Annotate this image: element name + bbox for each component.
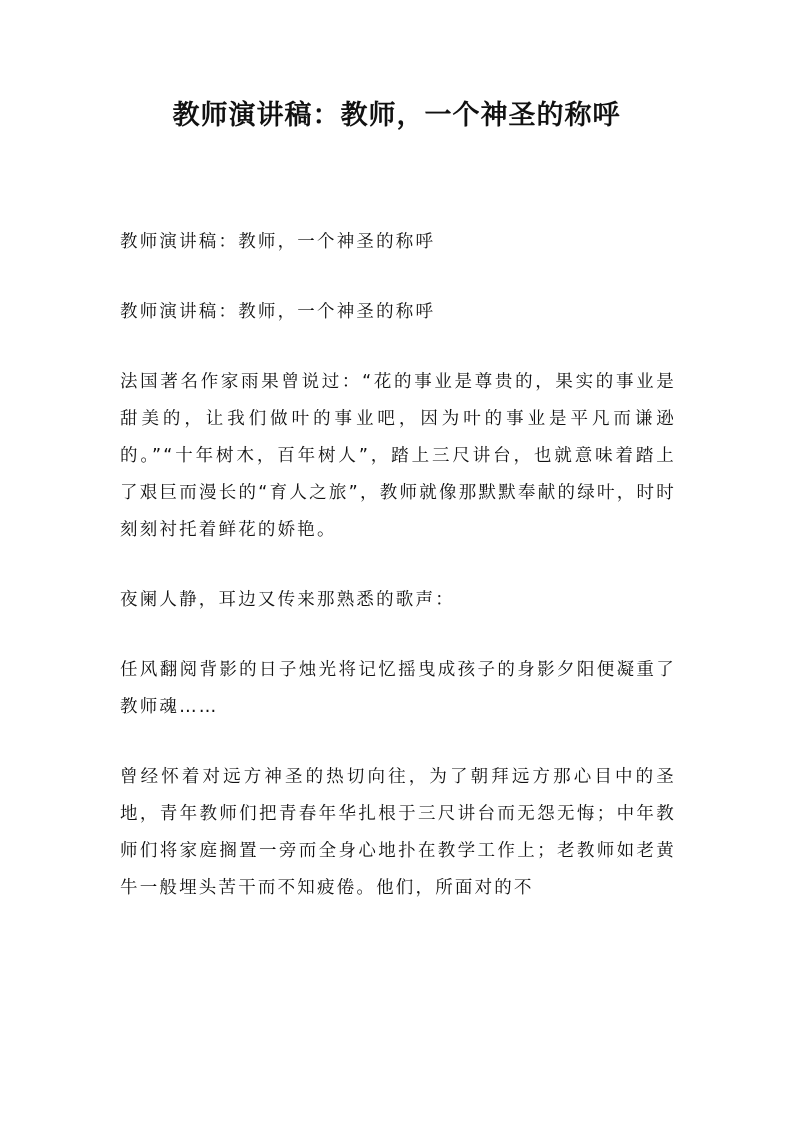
- paragraph-lyrics: 任风翻阅背影的日子烛光将记忆摇曳成孩子的身影夕阳便凝重了教师魂……: [120, 660, 676, 717]
- document-body: [120, 224, 676, 940]
- document-title: 教师演讲稿：教师，一个神圣的称呼: [172, 100, 621, 131]
- paragraph-subtitle-2: 教师演讲稿：教师，一个神圣的称呼: [120, 302, 436, 322]
- paragraph-subtitle-1: 教师演讲稿：教师，一个神圣的称呼: [120, 232, 436, 252]
- paragraph-teachers-devotion: 曾经怀着对远方神圣的热切向往，为了朝拜远方那心目中的圣地，青年教师们把青春年华扎根于三尺讲台而无怨无悔；中年教师们将家庭搁置一旁而全身心地扑在教学工作上；老教师如老黄牛一般埋头苦干而不知疲倦。他们，所面对的不: [120, 767, 676, 898]
- paragraph-hugo-quote: 法国著名作家雨果曾说过：“花的事业是尊贵的，果实的事业是甜美的，让我们做叶的事业吧，因为叶的事业是平凡而谦逊的。”“十年树木，百年树人”，踏上三尺讲台，也就意味着踏上了艰巨而漫长的“育人之旅”，教师就像那默默奉献的绿叶，时时刻刻衬托着鲜花的娇艳。: [120, 372, 676, 540]
- paragraph-night-song: 夜阑人静，耳边又传来那熟悉的歌声：: [120, 590, 455, 610]
